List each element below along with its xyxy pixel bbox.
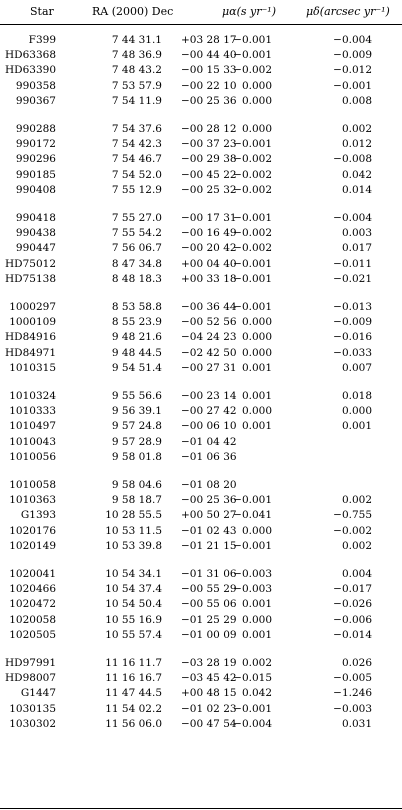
cell-ra: 9 56 39.1 — [111, 405, 162, 418]
cell-dec: −01 08 20 — [181, 479, 237, 491]
cell-mua: −0.001 — [233, 212, 272, 224]
cell-mua: −0.001 — [233, 272, 272, 285]
cell-star: 1020466 — [9, 583, 56, 596]
cell-star: 1010363 — [9, 494, 56, 507]
cell-dec: −00 25 32 — [181, 183, 237, 196]
cell-dec: −03 45 42 — [181, 672, 237, 685]
cell-ra: 11 56 06.0 — [105, 717, 162, 730]
table-row — [0, 361, 402, 375]
cell-star: 1000109 — [9, 316, 56, 329]
cell-star: 1010497 — [9, 420, 56, 433]
table-row — [0, 686, 402, 700]
table-row — [0, 63, 402, 77]
cell-mud: 0.014 — [341, 183, 372, 196]
table-row — [0, 419, 402, 433]
cell-dec: −01 25 29 — [181, 613, 237, 626]
cell-star: HD63390 — [5, 64, 56, 77]
cell-mua: −0.003 — [233, 568, 272, 580]
cell-dec: −00 55 29 — [181, 583, 237, 596]
cell-mua: 0.000 — [241, 123, 272, 135]
cell-star: G1447 — [20, 687, 56, 700]
cell-mud: 0.002 — [341, 494, 372, 507]
table-row — [0, 152, 402, 166]
table-row — [0, 567, 402, 581]
cell-star: 1020176 — [9, 524, 56, 537]
cell-ra: 7 44 31.1 — [111, 34, 162, 46]
cell-dec: −00 22 10 — [181, 79, 237, 92]
cell-mua: −0.002 — [233, 227, 272, 240]
cell-ra: 7 54 11.9 — [111, 94, 162, 107]
table-row — [0, 671, 402, 685]
cell-star: 1010333 — [9, 405, 56, 418]
cell-star: G1393 — [20, 509, 56, 522]
table-row — [0, 717, 402, 731]
cell-star: 990288 — [15, 123, 56, 135]
cell-dec: −00 16 49 — [181, 227, 237, 240]
cell-mua: 0.000 — [241, 331, 272, 344]
cell-dec: −02 42 50 — [181, 346, 237, 359]
cell-dec: −00 25 36 — [181, 494, 237, 507]
table-row — [0, 300, 402, 314]
cell-dec: +00 50 27 — [181, 509, 237, 522]
table-row — [0, 137, 402, 151]
cell-dec: −00 37 23 — [181, 138, 237, 151]
cell-dec: −04 24 23 — [181, 331, 237, 344]
cell-dec: +03 28 17 — [181, 34, 237, 46]
cell-mua: 0.000 — [241, 613, 272, 626]
cell-mua: −0.015 — [233, 672, 272, 685]
cell-dec: −00 44 40 — [181, 49, 237, 62]
cell-ra: 10 53 11.5 — [105, 524, 162, 537]
cell-ra: 11 16 16.7 — [105, 672, 162, 685]
cell-mua: −0.001 — [233, 257, 272, 270]
cell-mua: −0.002 — [233, 168, 272, 181]
table-row — [0, 404, 402, 418]
cell-mud: 0.031 — [341, 717, 372, 730]
cell-mud: 0.007 — [341, 361, 372, 374]
cell-mud: −0.021 — [333, 272, 372, 285]
cell-star: 990172 — [15, 138, 56, 151]
cell-mua: 0.001 — [241, 420, 272, 433]
cell-star: 990418 — [15, 212, 56, 224]
cell-dec: −00 17 31 — [181, 212, 237, 224]
cell-ra: 9 58 01.8 — [111, 450, 162, 463]
cell-dec: −00 52 56 — [181, 316, 237, 329]
table-row — [0, 656, 402, 670]
cell-mud: −0.009 — [333, 316, 372, 329]
cell-dec: −03 28 19 — [181, 657, 237, 669]
cell-mud: 0.000 — [341, 405, 372, 418]
table-row — [0, 315, 402, 329]
cell-star: 1000297 — [9, 301, 56, 313]
cell-star: 990367 — [15, 94, 56, 107]
table-row — [0, 493, 402, 507]
cell-ra: 10 55 57.4 — [105, 628, 162, 641]
cell-ra: 11 16 11.7 — [105, 657, 162, 669]
cell-ra: 9 57 24.8 — [111, 420, 162, 433]
cell-ra: 10 54 37.4 — [105, 583, 162, 596]
cell-dec: −00 23 14 — [181, 390, 237, 402]
cell-dec: −00 15 33 — [181, 64, 237, 77]
cell-dec: −00 06 10 — [181, 420, 237, 433]
cell-dec: −00 20 42 — [181, 242, 237, 255]
cell-mud: 0.042 — [341, 168, 372, 181]
cell-star: HD75138 — [5, 272, 56, 285]
cell-dec: −00 45 22 — [181, 168, 237, 181]
table-row — [0, 226, 402, 240]
table-row — [0, 330, 402, 344]
cell-ra: 7 55 27.0 — [111, 212, 162, 224]
table-row — [0, 168, 402, 182]
cell-mua: −0.001 — [233, 539, 272, 552]
cell-star: 1010043 — [9, 435, 56, 448]
cell-mud: 0.018 — [341, 390, 372, 402]
cell-mud: −0.004 — [333, 34, 372, 46]
cell-mud: −0.017 — [333, 583, 372, 596]
header-mu-delta: μδ(arcsec yr⁻¹) — [306, 5, 390, 18]
table-header — [0, 3, 402, 25]
cell-dec: −01 02 43 — [181, 524, 237, 537]
cell-star: 990408 — [15, 183, 56, 196]
cell-ra: 8 55 23.9 — [111, 316, 162, 329]
header-ra-dec: RA (2000) Dec — [92, 5, 174, 18]
table-row — [0, 389, 402, 403]
cell-mua: −0.001 — [233, 49, 272, 62]
cell-ra: 7 53 57.9 — [111, 79, 162, 92]
cell-star: 1020505 — [9, 628, 56, 641]
cell-mua: 0.001 — [241, 598, 272, 611]
cell-mud: −0.755 — [333, 509, 372, 522]
cell-ra: 11 47 44.5 — [105, 687, 162, 700]
cell-ra: 9 48 21.6 — [111, 331, 162, 344]
cell-star: 990438 — [15, 227, 56, 240]
cell-dec: −01 06 36 — [181, 450, 237, 463]
cell-mud: −0.004 — [333, 212, 372, 224]
cell-mud: −0.001 — [333, 79, 372, 92]
header-mu-alpha: μα(s yr⁻¹) — [222, 5, 276, 18]
cell-mud: −0.008 — [333, 153, 372, 166]
cell-mud: −0.013 — [333, 301, 372, 313]
cell-dec: −01 31 06 — [181, 568, 237, 580]
cell-dec: −00 27 31 — [181, 361, 237, 374]
cell-star: 1020041 — [9, 568, 56, 580]
cell-ra: 9 58 04.6 — [111, 479, 162, 491]
cell-star: 1020149 — [9, 539, 56, 552]
cell-mud: −0.003 — [333, 702, 372, 715]
cell-star: 1020058 — [9, 613, 56, 626]
table-row — [0, 450, 402, 464]
cell-ra: 7 54 42.3 — [111, 138, 162, 151]
table-row — [0, 272, 402, 286]
cell-ra: 9 57 28.9 — [111, 435, 162, 448]
cell-dec: −00 27 42 — [181, 405, 237, 418]
cell-ra: 7 54 46.7 — [111, 153, 162, 166]
cell-dec: −01 02 23 — [181, 702, 237, 715]
cell-mua: 0.000 — [241, 405, 272, 418]
cell-mua: −0.003 — [233, 583, 272, 596]
table-row — [0, 702, 402, 716]
cell-mua: −0.004 — [233, 717, 272, 730]
cell-mud: −0.033 — [333, 346, 372, 359]
cell-mud: −0.009 — [333, 49, 372, 62]
table-row — [0, 94, 402, 108]
cell-ra: 7 48 43.2 — [111, 64, 162, 77]
cell-mua: −0.001 — [233, 34, 272, 46]
cell-star: HD75012 — [5, 257, 56, 270]
cell-mua: 0.002 — [241, 657, 272, 669]
cell-mua: 0.001 — [241, 361, 272, 374]
cell-dec: −00 55 06 — [181, 598, 237, 611]
cell-mud: −1.246 — [333, 687, 372, 700]
cell-ra: 7 55 54.2 — [111, 227, 162, 240]
table-row — [0, 524, 402, 538]
table-row — [0, 508, 402, 522]
cell-star: 1020472 — [9, 598, 56, 611]
cell-mua: −0.001 — [233, 301, 272, 313]
cell-mud: 0.026 — [341, 657, 372, 669]
bottom-rule — [0, 808, 402, 809]
cell-ra: 7 48 36.9 — [111, 49, 162, 62]
cell-ra: 9 55 56.6 — [111, 390, 162, 402]
cell-mua: −0.001 — [233, 494, 272, 507]
table-row — [0, 241, 402, 255]
cell-mua: 0.042 — [241, 687, 272, 700]
cell-mud: 0.008 — [341, 94, 372, 107]
cell-dec: +00 48 15 — [181, 687, 237, 700]
cell-mua: 0.000 — [241, 316, 272, 329]
cell-mua: 0.000 — [241, 524, 272, 537]
cell-mua: −0.002 — [233, 64, 272, 77]
cell-mud: 0.003 — [341, 227, 372, 240]
cell-mud: −0.011 — [333, 257, 372, 270]
cell-dec: +00 33 18 — [181, 272, 237, 285]
cell-dec: +00 04 40 — [181, 257, 237, 270]
cell-mud: −0.002 — [333, 524, 372, 537]
cell-star: 1030302 — [9, 717, 56, 730]
cell-mud: −0.014 — [333, 628, 372, 641]
cell-ra: 9 58 18.7 — [111, 494, 162, 507]
header-rule — [0, 24, 402, 25]
table-row — [0, 211, 402, 225]
cell-mua: 0.001 — [241, 390, 272, 402]
cell-mud: 0.017 — [341, 242, 372, 255]
cell-ra: 10 53 39.8 — [105, 539, 162, 552]
cell-mua: 0.001 — [241, 628, 272, 641]
cell-mua: 0.000 — [241, 94, 272, 107]
cell-ra: 9 48 44.5 — [111, 346, 162, 359]
cell-star: 990296 — [15, 153, 56, 166]
cell-star: HD84971 — [5, 346, 56, 359]
cell-star: HD84916 — [5, 331, 56, 344]
cell-dec: −00 28 12 — [181, 123, 237, 135]
cell-mua: −0.001 — [233, 138, 272, 151]
cell-star: 990185 — [15, 168, 56, 181]
cell-ra: 9 54 51.4 — [111, 361, 162, 374]
cell-ra: 8 48 18.3 — [111, 272, 162, 285]
cell-star: F399 — [28, 34, 56, 46]
table-row — [0, 597, 402, 611]
cell-mud: 0.002 — [341, 539, 372, 552]
table-row — [0, 48, 402, 62]
cell-mud: 0.002 — [341, 123, 372, 135]
cell-mua: 0.000 — [241, 79, 272, 92]
cell-mud: −0.005 — [333, 672, 372, 685]
cell-mua: −0.002 — [233, 242, 272, 255]
cell-mua: −0.001 — [233, 702, 272, 715]
cell-star: 1010056 — [9, 450, 56, 463]
cell-mua: −0.002 — [233, 183, 272, 196]
cell-mua: −0.041 — [233, 509, 272, 522]
cell-mud: 0.004 — [341, 568, 372, 580]
cell-dec: −01 21 15 — [181, 539, 237, 552]
cell-mua: 0.000 — [241, 346, 272, 359]
cell-ra: 10 54 50.4 — [105, 598, 162, 611]
cell-mud: −0.006 — [333, 613, 372, 626]
cell-mud: −0.016 — [333, 331, 372, 344]
table-row — [0, 79, 402, 93]
cell-ra: 8 47 34.8 — [111, 257, 162, 270]
cell-mua: −0.002 — [233, 153, 272, 166]
cell-mud: 0.001 — [341, 420, 372, 433]
table-row — [0, 346, 402, 360]
cell-star: 990447 — [15, 242, 56, 255]
table-row — [0, 582, 402, 596]
cell-dec: −00 25 36 — [181, 94, 237, 107]
cell-star: 1030135 — [9, 702, 56, 715]
table-row — [0, 33, 402, 47]
cell-mud: 0.012 — [341, 138, 372, 151]
cell-ra: 7 56 06.7 — [111, 242, 162, 255]
cell-ra: 10 28 55.5 — [105, 509, 162, 522]
cell-dec: −00 47 54 — [181, 717, 237, 730]
table-row — [0, 257, 402, 271]
table-row — [0, 539, 402, 553]
table-row — [0, 122, 402, 136]
cell-ra: 10 55 16.9 — [105, 613, 162, 626]
table-row — [0, 435, 402, 449]
cell-ra: 10 54 34.1 — [105, 568, 162, 580]
cell-ra: 7 54 37.6 — [111, 123, 162, 135]
cell-ra: 8 53 58.8 — [111, 301, 162, 313]
cell-star: 1010058 — [9, 479, 56, 491]
cell-star: HD97991 — [5, 657, 56, 669]
cell-dec: −01 00 09 — [181, 628, 237, 641]
cell-star: HD98007 — [5, 672, 56, 685]
table-row — [0, 628, 402, 642]
table-row — [0, 183, 402, 197]
cell-dec: −01 04 42 — [181, 435, 237, 448]
cell-dec: −00 29 38 — [181, 153, 237, 166]
cell-star: 1010324 — [9, 390, 56, 402]
header-star: Star — [30, 5, 54, 18]
cell-mud: −0.026 — [333, 598, 372, 611]
cell-star: 1010315 — [9, 361, 56, 374]
table-row — [0, 613, 402, 627]
cell-ra: 7 55 12.9 — [111, 183, 162, 196]
cell-ra: 11 54 02.2 — [105, 702, 162, 715]
table-row — [0, 478, 402, 492]
cell-dec: −00 36 44 — [181, 301, 237, 313]
cell-mud: −0.012 — [333, 64, 372, 77]
cell-star: 990358 — [15, 79, 56, 92]
cell-star: HD63368 — [5, 49, 56, 62]
cell-ra: 7 54 52.0 — [111, 168, 162, 181]
